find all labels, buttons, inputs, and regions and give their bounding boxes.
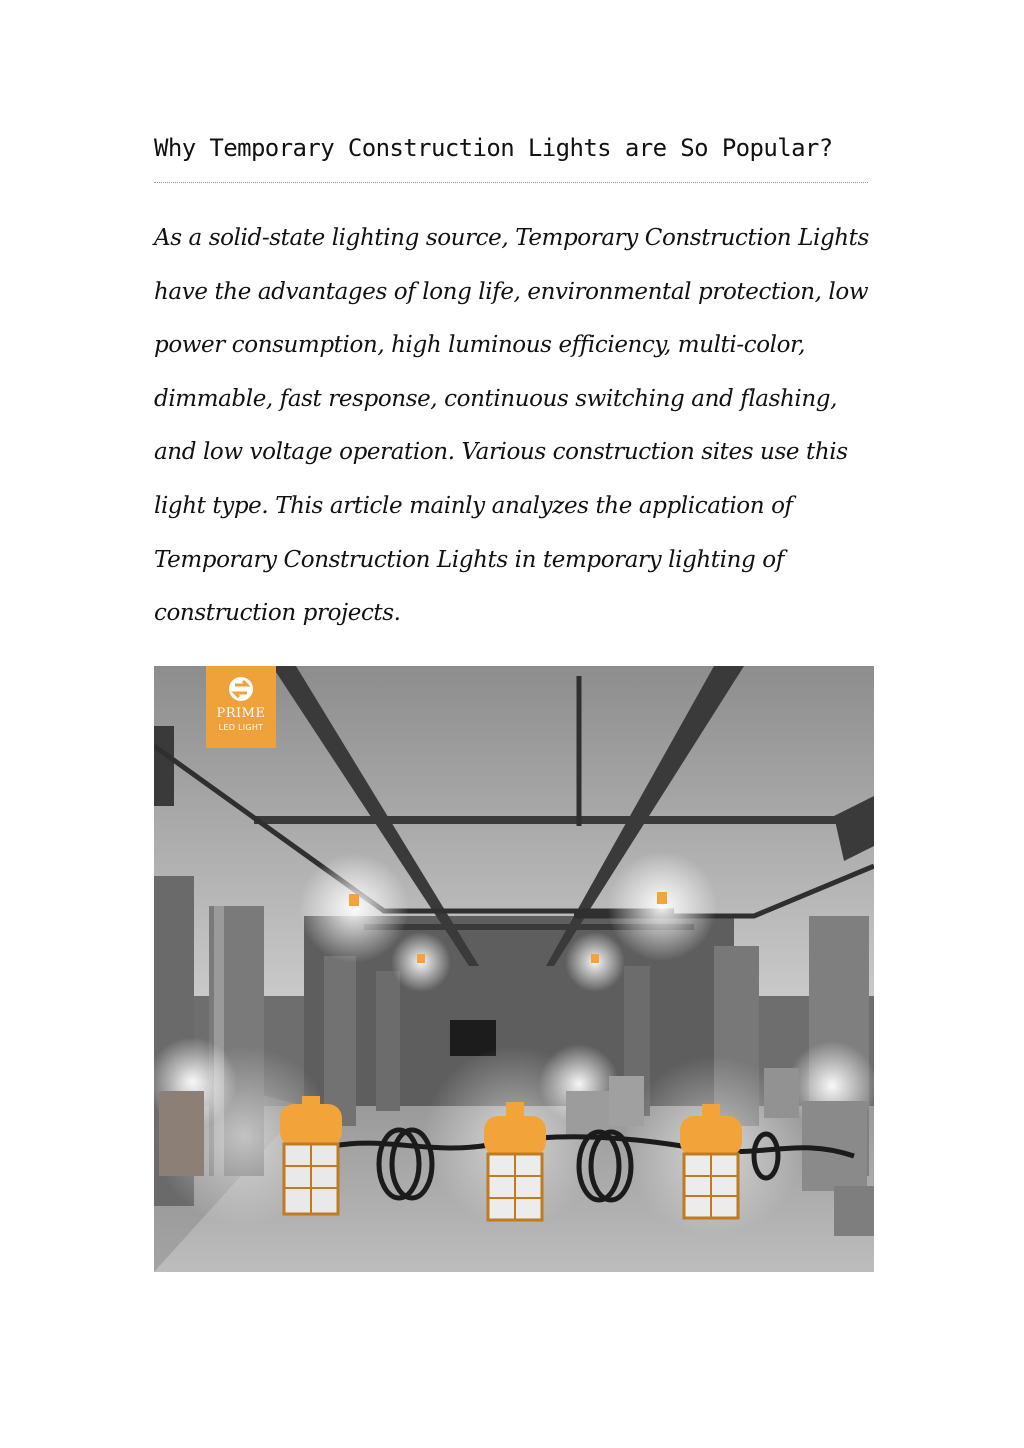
brand-logo (206, 666, 276, 748)
logo-arrow-icon (228, 676, 254, 702)
temporary-light-center (484, 1102, 546, 1220)
logo-subtitle: LED LIGHT (218, 723, 264, 732)
logo-name: PRIME (216, 706, 266, 721)
photo-scene (154, 666, 874, 1272)
page-title: Why Temporary Construction Lights are So Popular? (154, 134, 833, 162)
title-divider (154, 182, 868, 183)
temporary-light-left (280, 1096, 342, 1214)
article-body: As a solid-state lighting source, Temporary Construction Lights have the advantages of long life, environmental protection, low power consumption, high luminous efficiency, multi-color, dimmable, fast response, continuous switching and flashing, and low voltage operation. Various construction sites use this light type. This article mainly analyzes the application of Temporary Construction Lights in temporary lighting of construction projects. (154, 225, 869, 627)
construction-lights-photo (154, 666, 874, 1272)
temporary-light-right (680, 1104, 742, 1218)
